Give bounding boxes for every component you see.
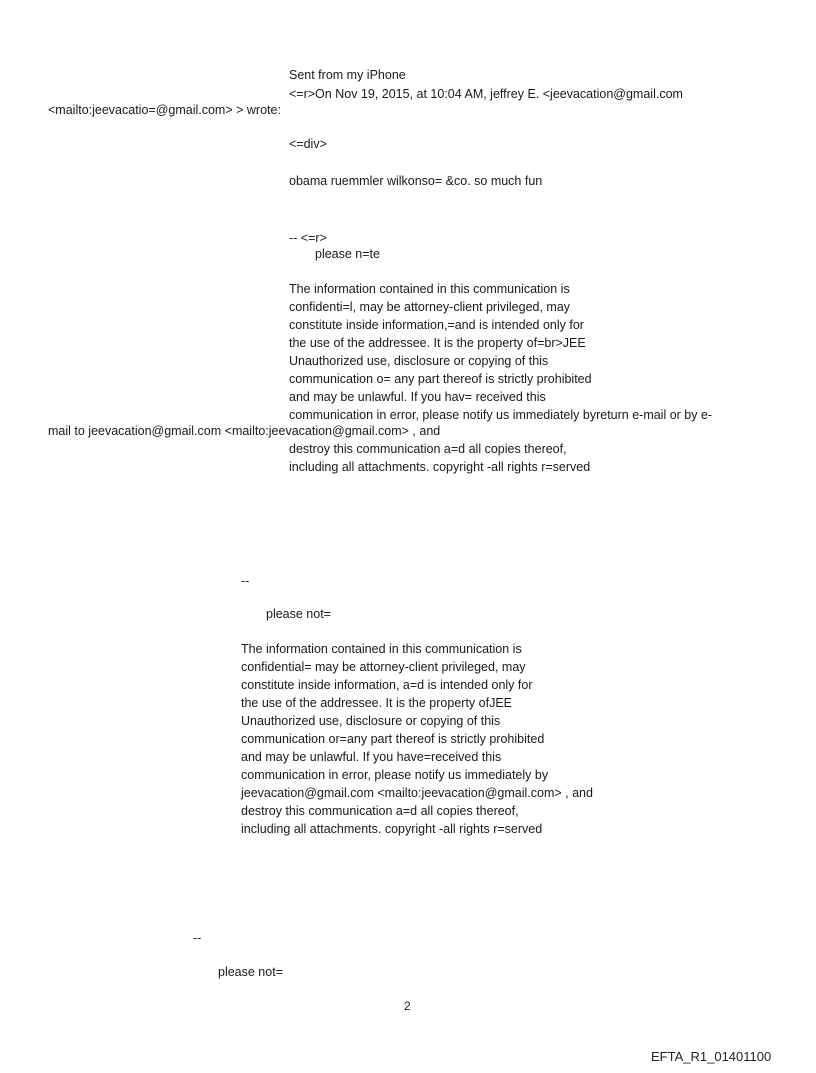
document-id: EFTA_R1_01401100 (651, 1049, 772, 1064)
disclaimer-2-line: The information contained in this communication is (241, 642, 522, 656)
disclaimer-2-line: constitute inside information, a=d is intended only for (241, 678, 533, 692)
disclaimer-2-line: and may be unlawful. If you have=received this (241, 750, 502, 764)
disclaimer-1-line: the use of the addressee. It is the property of=br>JEE (289, 336, 586, 350)
disclaimer-1-line: communication o= any part thereof is strictly prohibited (289, 372, 592, 386)
disclaimer-1-line: confidenti=l, may be attorney-client privileged, may (289, 300, 571, 314)
sent-from-line: Sent from my iPhone (289, 68, 406, 82)
disclaimer-1-line: mail to jeevacation@gmail.com <mailto:jeevacation@gmail.com> , and (48, 424, 441, 438)
disclaimer-2-line: destroy this communication a=d all copies thereof, (241, 804, 519, 818)
disclaimer-1-line: communication in error, please notify us immediately byreturn e-mail or by e- (289, 408, 713, 422)
on-wrote-line-cont: <mailto:jeevacatio=@gmail.com> > wrote: (48, 103, 281, 117)
disclaimer-2-line: the use of the addressee. It is the property ofJEE (241, 696, 512, 710)
disclaimer-2-line: jeevacation@gmail.com <mailto:jeevacation@gmail.com> , and (241, 786, 593, 800)
disclaimer-1-line: and may be unlawful. If you hav= received this (289, 390, 546, 404)
separator-2: -- (241, 574, 250, 588)
disclaimer-2-line: Unauthorized use, disclosure or copying of this (241, 714, 501, 728)
disclaimer-1-line: constitute inside information,=and is intended only for (289, 318, 584, 332)
disclaimer-1-line: The information contained in this communication is (289, 282, 570, 296)
separator-3: -- (193, 931, 202, 945)
disclaimer-2-line: including all attachments. copyright -all rights r=served (241, 822, 543, 836)
disclaimer-1-line: destroy this communication a=d all copies thereof, (289, 442, 567, 456)
message-body: obama ruemmler wilkonso= &co. so much fun (289, 174, 543, 188)
disclaimer-1-heading: please n=te (315, 247, 380, 261)
disclaimer-2-line: communication or=any part thereof is strictly prohibited (241, 732, 545, 746)
disclaimer-2-heading: please not= (266, 607, 331, 621)
separator-1: -- <=r> (289, 231, 327, 245)
page-number: 2 (404, 999, 411, 1013)
disclaimer-3-heading: please not= (218, 965, 283, 979)
disclaimer-1-line: Unauthorized use, disclosure or copying of this (289, 354, 549, 368)
div-tag-line: <=div> (289, 137, 327, 151)
disclaimer-1-line: including all attachments. copyright -all rights r=served (289, 460, 591, 474)
disclaimer-2-line: communication in error, please notify us immediately by (241, 768, 549, 782)
on-wrote-line: <=r>On Nov 19, 2015, at 10:04 AM, jeffrey E. <jeevacation@gmail.com (289, 87, 683, 101)
disclaimer-2-line: confidential= may be attorney-client privileged, may (241, 660, 526, 674)
